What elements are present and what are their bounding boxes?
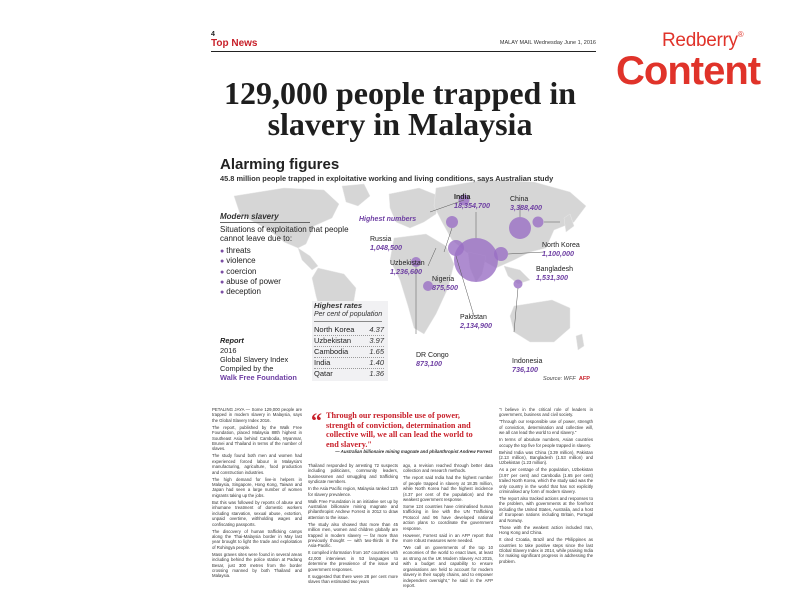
infographic-subtitle: 45.8 million people trapped in exploitative working and living conditions, says Australian study xyxy=(220,174,554,183)
article-column-1: PETALING JAYA — Some 129,000 people are trapped in modern slavery in Malaysia, says the Global Slavery Index 2016. The report, published by the Walk Free Foundation, placed Malaysia 88th highest in Southeast Asia behind Cambodia, Myanmar, Brunei and Thailand in terms of the number of slaves. The study found both men and women had experienced forced labour in Malaysia's manufacturing, agriculture, food production and construction industries. The high demand for live-in helpers in Malaysia, Singapore, Hong Kong, Taiwan and Japan had seen a large number of women migrants taking up the jobs. But this was followed by reports of abuse and inhumane treatment of domestic workers including starvation, sexual abuse, extortion, unpaid overtime, withholding wages and confiscating passports. The discovery of human trafficking camps along the Thai-Malaysia border in May last year brought to light the trade and exploitation of Rohingya people. Mass graves sites were found in several areas including behind the police station at Padang Besar, just 300 metres from the border crossing manned by both Thailand and Malaysia. xyxy=(212,407,302,579)
rates-rule xyxy=(314,321,382,322)
cause-item: ● threats xyxy=(220,246,281,256)
article-column-3: ago, a revision reached through better data collection and research methods. The report said India had the highest number of people trapped in slavery at 18.35 million, while North Korea had the highest incidence (4.37 per cent of the population) and the weakest government response. Some 124 countries have criminalised human trafficking in line with the UN Trafficking Protocol and 96 have developed national action plans to coordinate the government response. However, Forrest said in an AFP report that more robust measures were needed. "We call on governments of the top 10 economies of the world to enact laws, at least as strong as the UK Modern Slavery Act 2015, with a budget and capability to ensure organisations are held to account for modern slavery in their supply chains, and to empower independent oversight," he said in the AFP report. xyxy=(403,463,493,588)
country-label-bangladesh: Bangladesh 1,531,300 xyxy=(536,266,573,282)
rates-subtitle: Per cent of population xyxy=(314,311,383,318)
cause-item: ● violence xyxy=(220,256,281,266)
headline: 129,000 people trapped in slavery in Malaysia xyxy=(223,75,577,142)
bubble-north-korea xyxy=(533,217,544,228)
country-label-china: China 3,388,400 xyxy=(510,196,542,212)
country-label-pakistan: Pakistan 2,134,900 xyxy=(460,314,492,330)
country-label-indonesia: Indonesia 736,100 xyxy=(512,358,543,374)
brand-main: Content xyxy=(616,49,761,93)
rates-title: Highest rates xyxy=(314,301,363,310)
highest-numbers-label: Highest numbers xyxy=(359,216,417,223)
modern-slavery-rule xyxy=(220,222,310,223)
rate-row: Uzbekistan 3.97 xyxy=(314,336,384,345)
publication-info: MALAY MAIL Wednesday June 1, 2016 xyxy=(499,40,596,46)
section-label: Top News xyxy=(211,38,258,49)
newspaper-page xyxy=(200,32,598,600)
page-number: 4 xyxy=(211,31,215,38)
report-org: Walk Free Foundation xyxy=(220,373,297,382)
bubble-uzbekistan xyxy=(446,216,458,228)
report-name: Global Slavery Index xyxy=(220,355,289,364)
report-compiled: Compiled by the xyxy=(220,364,274,373)
cause-item: ● abuse of power xyxy=(220,277,281,287)
header-rule xyxy=(211,51,596,52)
quote-mark-icon: “ xyxy=(311,408,322,433)
source-credit: Source: WFF AFP xyxy=(542,376,590,382)
bubble-pakistan xyxy=(448,240,464,256)
infographic xyxy=(214,156,598,386)
rate-row: Qatar 1.36 xyxy=(314,369,384,378)
pull-quote-attribution: — Australian billionaire mining magnate and philanthropist Andrew Forrest xyxy=(335,449,492,454)
pull-quote: Through our responsible use of power, strength of conviction, determination and collective will, we all can lead the world to end slavery." xyxy=(326,411,473,449)
article-body xyxy=(212,407,596,599)
country-label-russia: Russia 1,048,500 xyxy=(370,236,402,252)
causes-list xyxy=(220,246,281,297)
brand-logo xyxy=(616,30,786,93)
country-label-india: India 18,354,700 xyxy=(454,194,490,210)
modern-slavery-label: Modern slavery xyxy=(220,212,279,221)
bubble-indonesia xyxy=(514,280,523,289)
modern-slavery-intro: Situations of exploitation that people cannot leave due to: xyxy=(220,225,349,243)
highest-rates-box xyxy=(312,301,388,381)
report-year: 2016 xyxy=(220,346,237,355)
afp-logo: AFP xyxy=(578,376,590,382)
rate-row: Cambodia 1.65 xyxy=(314,347,384,356)
rate-row: North Korea 4.37 xyxy=(314,325,384,334)
article-column-4: "I believe in the critical role of leaders in government, business and civil society. "Through our responsible use of power, strength of conviction, determination and collective will, we all can lead the world to end slavery." In terms of absolute numbers, Asian countries occupy the top five for people trapped in slavery. Behind India was China (3.39 million), Pakistan (2.13 million), Bangladesh (1.53 million) and Uzbekistan (1.23 million). As a per centage of the population, Uzbekistan (3.97 per cent) and Cambodia (1.65 per cent) trailed North Korea, which the study said was the only country in the world that has not explicitly criminalised any form of modern slavery. The report also tracked actions and responses to the problem, with governments at the forefront including the United States, Australia, and a host of European nations including Britain, Portugal and Norway. Those with the weakest action included Iran, Hong Kong and China. It cited Croatia, Brazil and the Philippines as countries to take positive steps since the last Global Slavery Index in 2014, while praising India for making significant progress in addressing the problem. xyxy=(499,407,593,564)
article-column-2: Thailand responded by arresting 72 suspects including politicians, community leaders, businessmen and smuggling and trafficking syndicate members. In the Asia Pacific region, Malaysia ranked 11th for slavery prevalence. Walk Free Foundation is an initiative set up by Australian billionaire mining magnate and philanthropist Andrew Forrest in 2012 to draw attention to the issue. The study also showed that more than 45 million men, women and children globally are trapped in modern slavery — far more than previously thought — with two-thirds in the Asia-Pacific. It compiled information from 167 countries with 42,000 interviews in 53 languages to determine the prevalence of the issue and government responses. It suggested that there were 28 per cent more slaves than estimated two years xyxy=(308,463,398,585)
country-label-uzbekistan: Uzbekistan 1,236,600 xyxy=(390,260,425,276)
country-label-dr-congo: DR Congo 873,100 xyxy=(416,352,449,368)
cause-item: ● coercion xyxy=(220,267,281,277)
infographic-title: Alarming figures xyxy=(220,156,340,173)
bubble-bangladesh xyxy=(494,247,508,261)
bubble-china xyxy=(509,217,531,239)
cause-item: ● deception xyxy=(220,287,281,297)
rate-row: India 1.40 xyxy=(314,358,384,367)
brand-top: Redberry® xyxy=(662,30,744,51)
country-label-nigeria: Nigeria 875,500 xyxy=(432,276,458,292)
report-label: Report xyxy=(220,336,244,345)
country-label-north-korea: North Korea 1,100,000 xyxy=(542,242,580,258)
